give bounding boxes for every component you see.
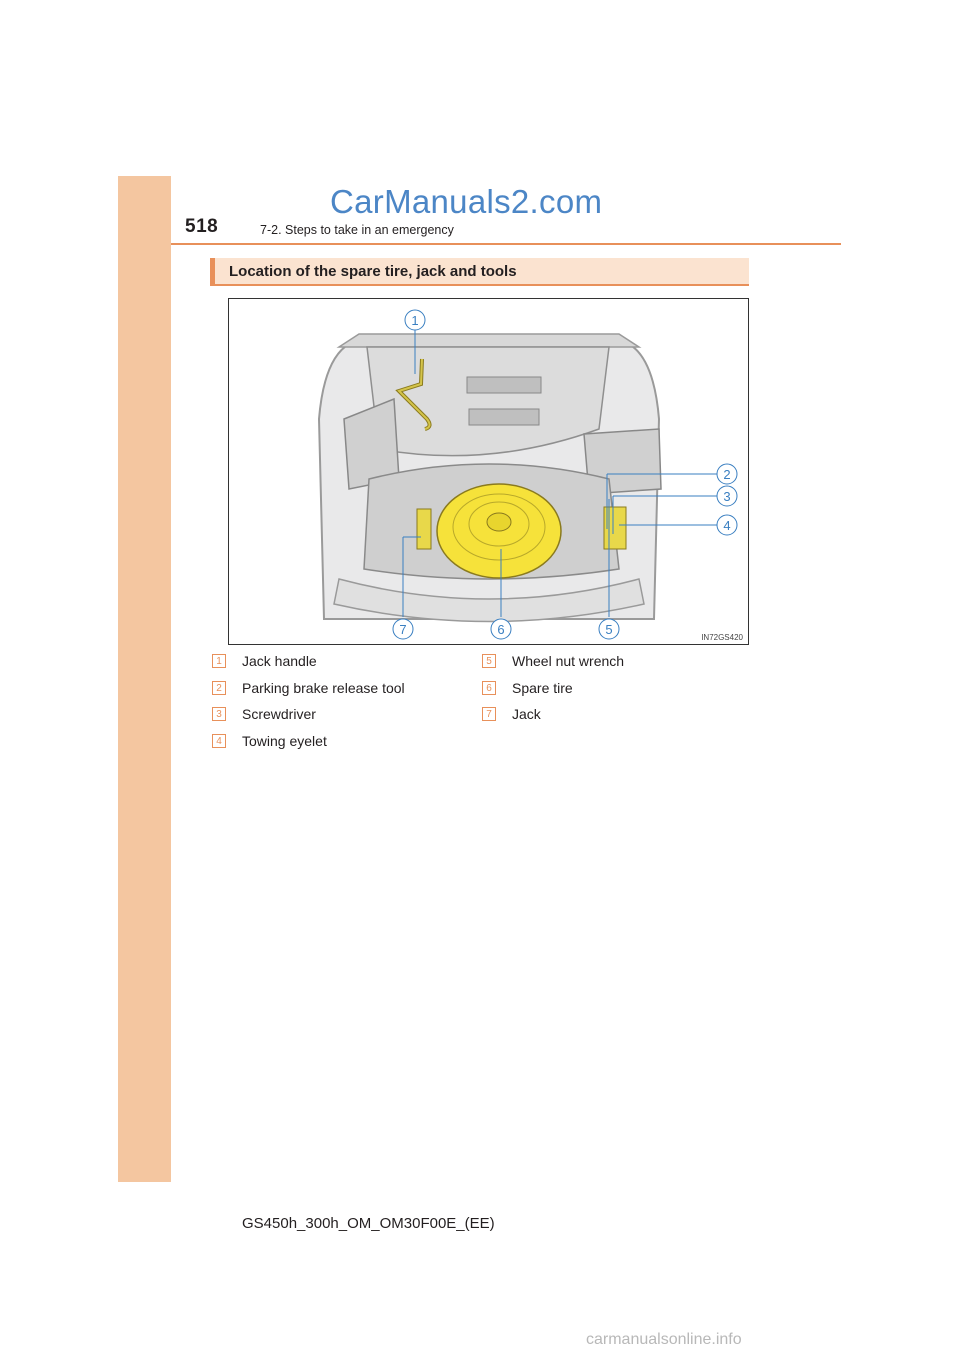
footer-code: GS450h_300h_OM_OM30F00E_(EE)	[242, 1215, 495, 1232]
legend-num: 3	[212, 707, 226, 721]
callout-6: 6	[497, 622, 505, 637]
callout-7: 7	[399, 622, 407, 637]
legend-num: 6	[482, 681, 496, 695]
legend-item	[212, 704, 316, 724]
legend-label: Jack	[512, 706, 541, 722]
legend-item	[212, 678, 405, 698]
legend-num: 2	[212, 681, 226, 695]
legend-num: 1	[212, 654, 226, 668]
callout-1: 1	[411, 313, 419, 328]
heading-text: Location of the spare tire, jack and tools	[229, 263, 517, 280]
callout-3: 3	[723, 489, 731, 504]
callout-2: 2	[723, 467, 731, 482]
legend-label: Towing eyelet	[242, 733, 327, 749]
legend-item	[212, 731, 327, 751]
legend-num: 5	[482, 654, 496, 668]
section-title: 7-2. Steps to take in an emergency	[260, 223, 454, 237]
figure-code: IN72GS420	[701, 633, 743, 642]
legend-label: Screwdriver	[242, 706, 316, 722]
watermark-bottom: carmanualsonline.info	[586, 1331, 742, 1348]
watermark-top: CarManuals2.com	[330, 183, 603, 220]
legend	[212, 648, 732, 758]
page-number: 518	[185, 216, 219, 237]
legend-num: 4	[212, 734, 226, 748]
legend-label: Wheel nut wrench	[512, 653, 625, 669]
legend-item	[482, 678, 573, 698]
side-tab-band	[118, 176, 171, 1182]
callout-4: 4	[723, 518, 731, 533]
callout-5: 5	[605, 622, 613, 637]
legend-num: 7	[482, 707, 496, 721]
legend-item	[482, 704, 541, 724]
legend-item	[212, 651, 317, 671]
trunk-illustration	[228, 298, 749, 645]
legend-label: Parking brake release tool	[242, 680, 405, 696]
legend-label: Jack handle	[242, 653, 317, 669]
legend-label: Spare tire	[512, 680, 573, 696]
header-rule	[171, 243, 841, 245]
heading-bar	[210, 258, 749, 286]
trunk-drawing	[229, 299, 748, 644]
legend-item	[482, 651, 624, 671]
